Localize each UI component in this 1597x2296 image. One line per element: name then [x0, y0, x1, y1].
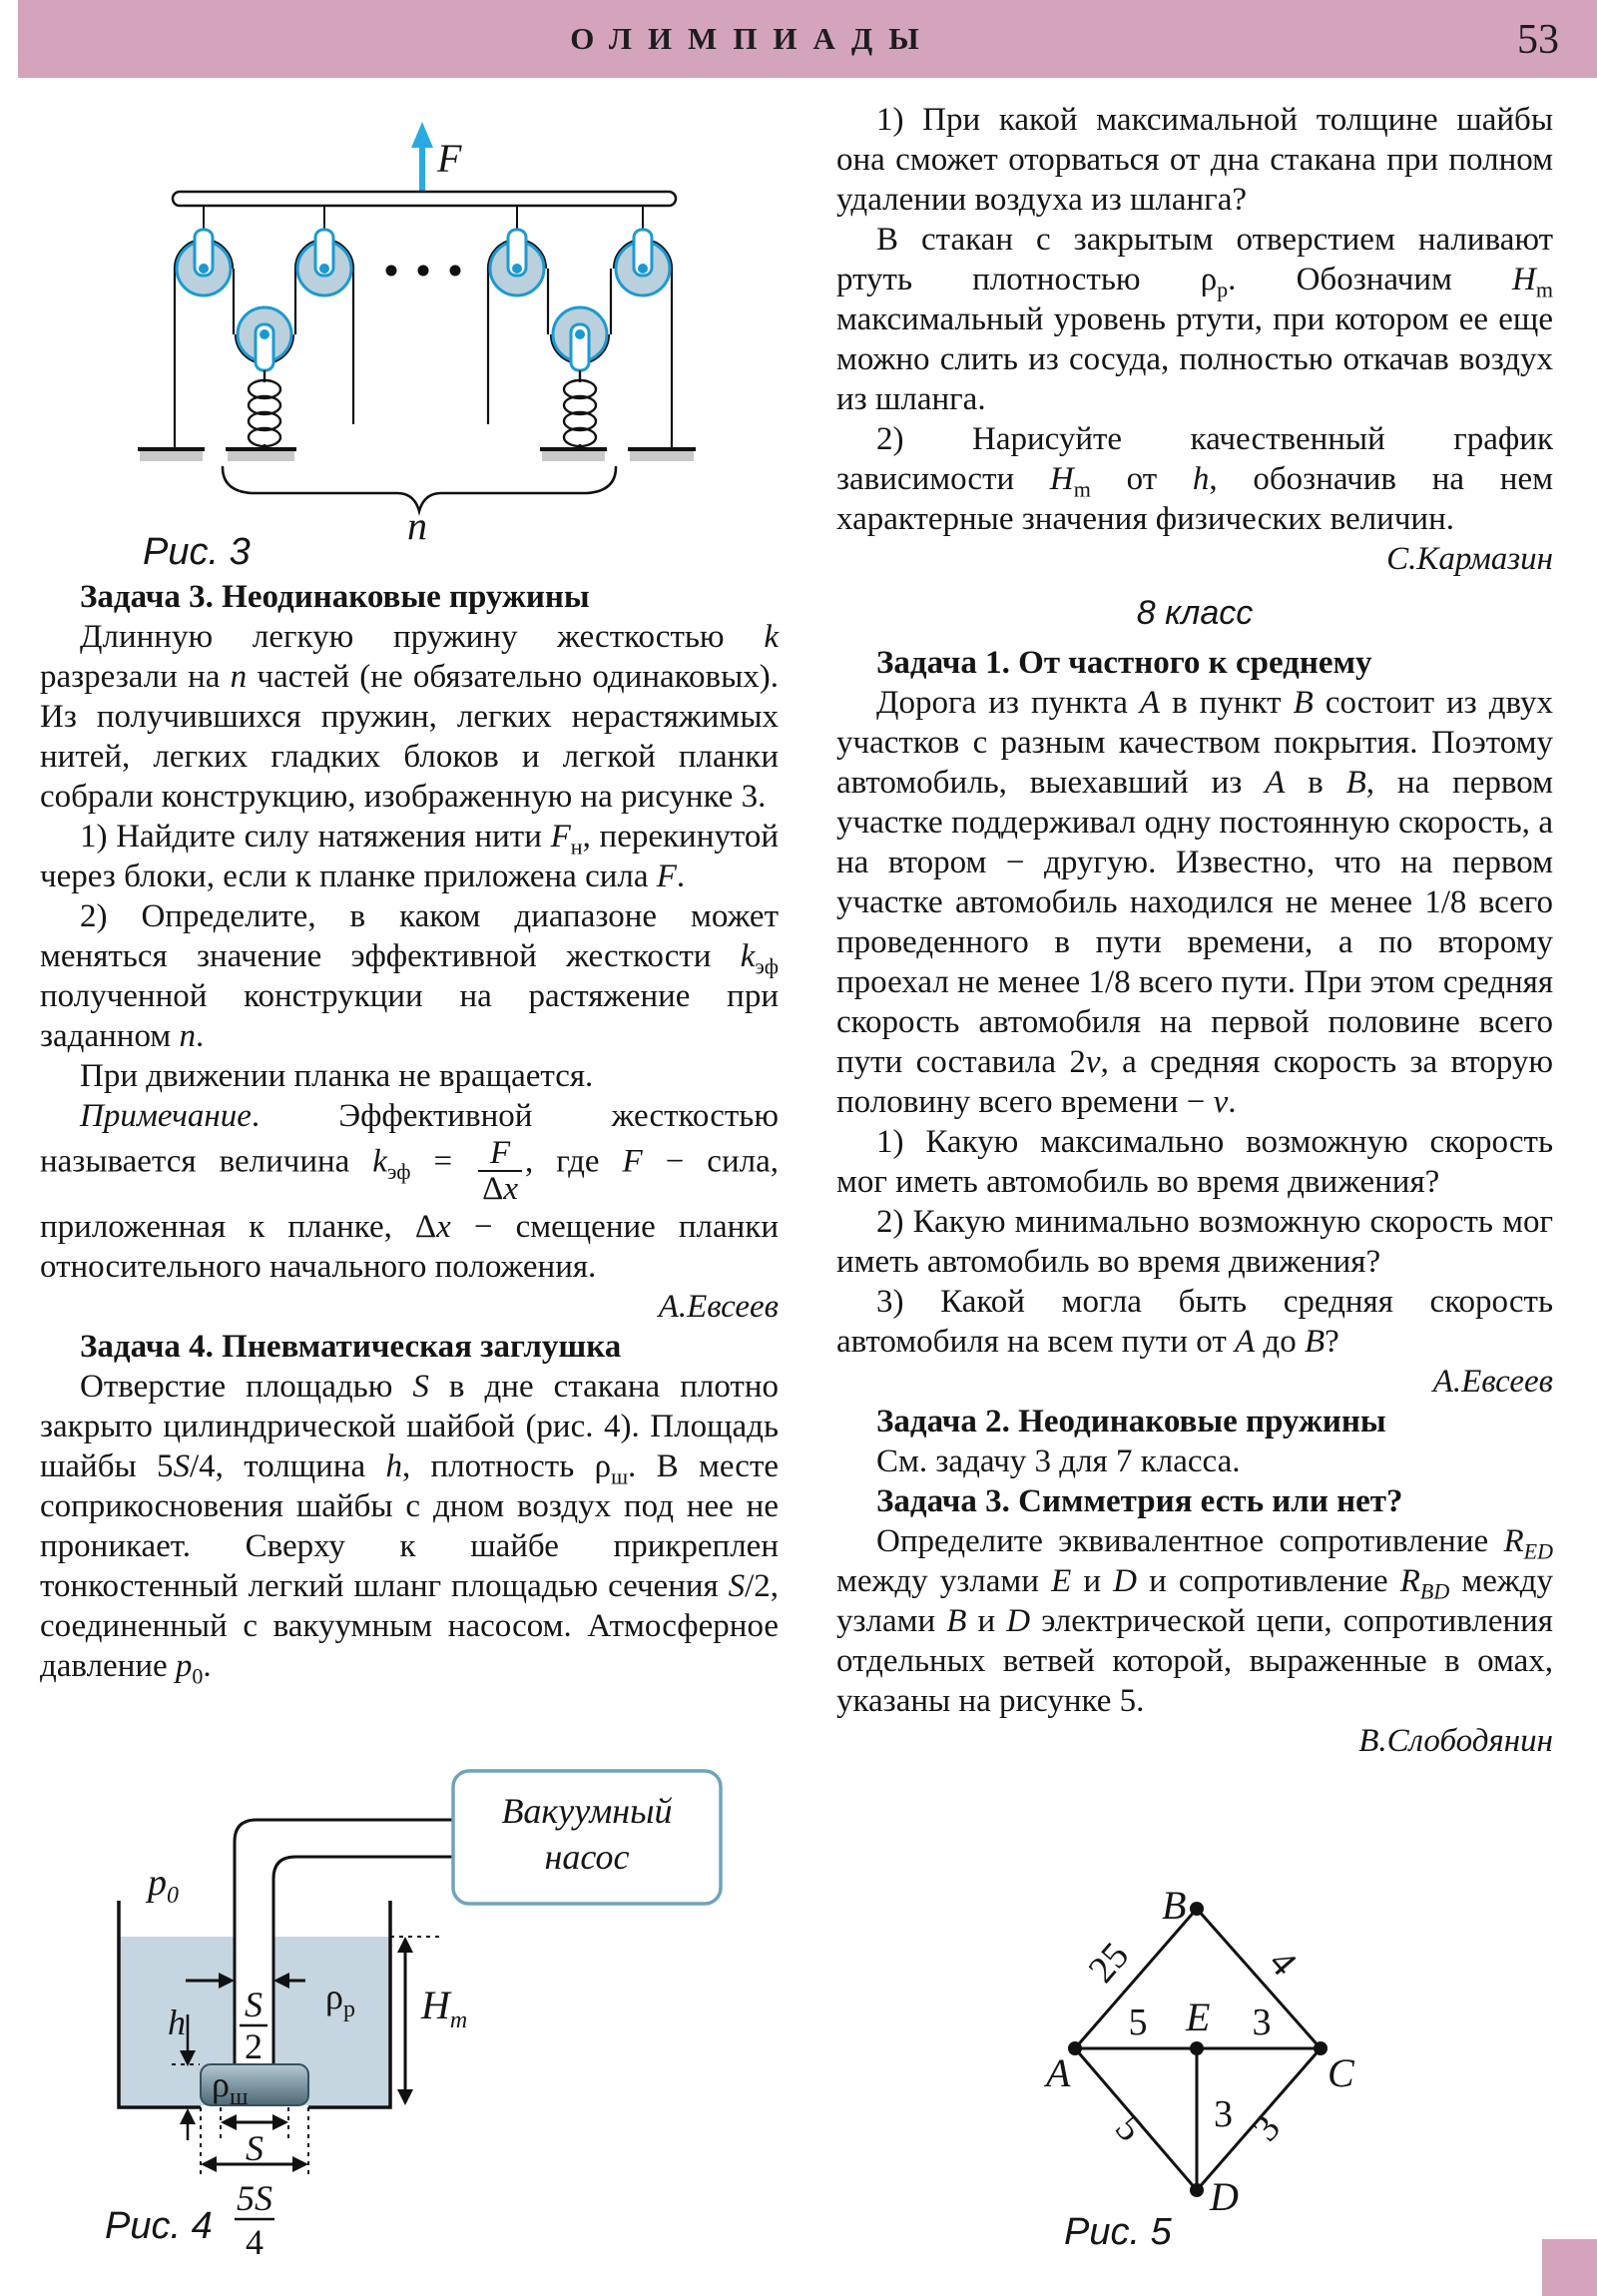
task1-title: Задача 1. От частного к среднему [876, 645, 1372, 681]
task1-question-2: 2) Какую минимально возможную скорость мог иметь автомобиль во время движения? [836, 1204, 1553, 1280]
ellipsis-dots-icon [386, 266, 461, 277]
task3r-title: Задача 3. Симметрия есть или нет? [876, 1483, 1403, 1519]
node-label-E: E [1186, 1995, 1211, 2039]
resistor-value-AB: 25 [1080, 1935, 1138, 1992]
spring-icon [249, 370, 280, 449]
resistor-value-AE: 5 [1128, 2002, 1148, 2043]
task4-paragraph: Отверстие площадью S в дне стакана плотно закрыто цилиндрической шайбой (рис. 4). Площадь шайбы 5S/4, толщина h, плотность $\rho_ш$. В месте соприкосновения шайбы с дном воздух под нее не проникает. Сверху к шайбе прикреплен тонкостенный легкий шланг площадью сечения S/2, соединенный с вакуумным насосом. Атмосферное давление $p_0$. [40, 1368, 780, 1689]
count-label: n [407, 503, 427, 548]
task4-paragraph-2: В стакан с закрытым отверстием наливают ртуть плотностью $\rho_р$. Обозначим $H_m$ максимальный уровень ртути, при котором ее еще можно слить из сосуда, полностью откачав воздух из шланга. [836, 222, 1553, 417]
node-dot [1314, 2041, 1328, 2055]
height-label: $H_m$ [421, 1983, 468, 2033]
figure-5-caption: Рис. 5 [1064, 2211, 1172, 2253]
task1-paragraph: Дорога из пункта A в пункт B состоит из двух участков с разным качеством покрытия. Поэтому автомобиль, выехавший из A в B, на первом участке поддерживал одну постоянную скорость, а на втором − другую. Известно, что на первом участке автомобиль находился не менее 1/8 всего проведенного в пути времени, а по второму проехал не менее 1/8 всего пути. При этом средняя скорость автомобиля на первой половине всего пути составила 2v, а средняя скорость за вторую половину всего времени − v. [836, 685, 1554, 1120]
washer-density-label: $\rho_ш$ [212, 2064, 249, 2110]
task1-question-1: 1) Какую максимально возможную скорость мог иметь автомобиль во время движения? [836, 1124, 1553, 1200]
ground-hatch [138, 449, 696, 461]
plank [173, 192, 676, 206]
node-label-C: C [1328, 2050, 1354, 2095]
task3-remark: Примечание. Эффективной жесткостью называется величина $k_{эф}$ = $\frac{F}{\Delta x}$ , где F − сила, приложенная к планке, Δx − смещение планки относительного начального положения. [40, 1098, 779, 1285]
task3r-author: В.Слободянин [1358, 1723, 1553, 1759]
liquid-density-label: $\rho_р$ [325, 1977, 355, 2022]
force-label: F [437, 136, 462, 181]
task3-note-line: При движении планка не вращается. [80, 1058, 594, 1094]
task3-paragraph: Длинную легкую пружину жесткостью k разрезали на n частей (не обязательно одинаковых). Из получившихся пружин, легких нерастяжимых нитей, легких гладких блоков и легкой планки собрали конструкцию, изображенную на рисунке 3. [40, 619, 780, 815]
resistance-labels [1081, 1935, 1306, 2149]
hanger-strings [204, 206, 643, 232]
tube-area-den: 2 [245, 2026, 263, 2066]
node-label-A: A [1046, 2050, 1071, 2095]
figure-3-caption: Рис. 3 [143, 531, 251, 573]
page-number: 53 [1517, 17, 1559, 63]
washer-width-num: 5S [237, 2178, 272, 2218]
upper-pulleys [177, 230, 670, 295]
task3-question-1: 1) Найдите силу натяжения нити $F_н$, перекинутой через блоки, если к планке приложена сила F. [40, 819, 779, 894]
task3-title: Задача 3. Неодинаковые пружины [80, 579, 590, 615]
left-column [40, 577, 780, 1689]
page-header [18, 0, 1597, 78]
resistor-value-ED: 3 [1214, 2093, 1233, 2135]
pump-label-line1: Вакуумный [501, 1791, 673, 1831]
washer-width-den: 4 [246, 2222, 264, 2262]
pulley-icon [553, 307, 607, 370]
task4-question-2: 2) Нарисуйте качественный график зависимости $H_m$ от h, обозначив на нем характерные значения физических величин. [836, 421, 1553, 537]
pulley-icon [297, 230, 351, 295]
vacuum-pump-box [453, 1771, 721, 1904]
task4-question-1: 1) При какой максимальной толщине шайбы она сможет оторваться от дна стакана при полном удалении воздуха из шланга? [836, 102, 1553, 218]
hole-label: S [246, 2128, 264, 2168]
count-brace [223, 467, 616, 548]
grade-8-heading: 8 класс [1136, 594, 1254, 632]
resistor-value-BC: 4 [1260, 1942, 1306, 1985]
page-header-title: ОЛИМПИАДЫ [570, 21, 935, 56]
figure-4-caption: Рис. 4 [105, 2205, 213, 2247]
figure-4-vacuum-plug [60, 1769, 739, 2280]
pump-label-line2: насос [544, 1837, 630, 1877]
task2-title: Задача 2. Неодинаковые пружины [876, 1404, 1386, 1439]
tube-area-num: S [245, 1985, 263, 2024]
hole-width-dim [221, 2107, 288, 2168]
pulley-icon [616, 230, 670, 295]
node-label-D: D [1210, 2174, 1239, 2219]
task2-paragraph: См. задачу 3 для 7 класса. [876, 1443, 1241, 1479]
node-dot [1190, 2183, 1204, 2197]
task1-author: А.Евсеев [1432, 1364, 1553, 1400]
force-arrow-icon [411, 122, 462, 191]
pulley-icon [490, 230, 544, 295]
spring-icon [564, 370, 596, 449]
node-label-B: B [1162, 1887, 1187, 1928]
pressure-label: $p_0$ [148, 1862, 179, 1909]
task3-author: А.Евсеев [658, 1288, 779, 1325]
resistor-value-AD: 5 [1106, 2107, 1152, 2150]
resistor-value-EC: 3 [1252, 2002, 1272, 2043]
node-dot [1190, 2041, 1204, 2055]
task4-author: С.Кармазин [1386, 541, 1553, 577]
node-dot [1190, 1902, 1204, 1916]
task1-question-3: 3) Какой могла быть средняя скорость автомобиля на всем пути от A до B? [836, 1284, 1553, 1360]
task3r-paragraph: Определите эквивалентное сопротивление $R_{ED}$ между узлами E и D и сопротивление $R_{BD}$ между узлами B и D электрической цепи, сопротивления отдельных ветвей которой, выраженные в омах, указаны на рисунке 5. [836, 1523, 1553, 1719]
corner-decoration [1542, 2239, 1597, 2296]
mercury-height-dim [390, 1937, 467, 2105]
pulley-icon [238, 307, 291, 370]
pulley-icon [177, 230, 231, 295]
right-column [836, 100, 1553, 1761]
figure-3-pulleys [60, 88, 739, 577]
task4-title: Задача 4. Пневматическая заглушка [80, 1328, 622, 1365]
figure-5-circuit [998, 1887, 1557, 2286]
task3-question-2: 2) Определите, в каком диапазоне может меняться значение эффективной жесткости $k_{эф}$ полученной конструкции на растяжение при заданном n. [40, 898, 779, 1054]
resistor-value-DC: 3 [1244, 2107, 1290, 2150]
thickness-label: h [168, 2003, 186, 2042]
